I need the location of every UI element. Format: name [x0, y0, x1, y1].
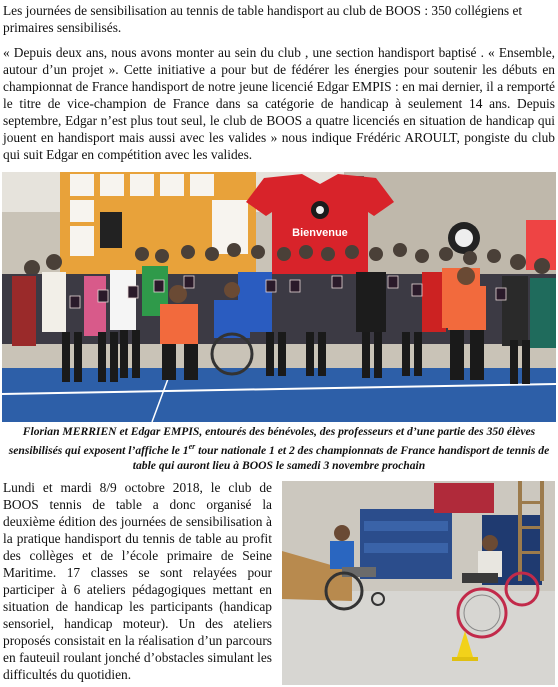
caption-text-end: tour nationale 1 et 2 des championnats de France handisport de tennis de table qui auront lieu à BOOS le samedi 3 novembre prochain — [132, 443, 550, 472]
caption-superscript: er — [188, 442, 196, 451]
shirt-text: Bienvenue — [292, 227, 348, 239]
wheelchair-activity-photo — [282, 481, 555, 685]
article-intro: Les journées de sensibilisation au tennis de table handisport au club de BOOS : 350 collégiens et primaires sensibilisés. — [3, 3, 523, 35]
article-body-paragraph: Lundi et mardi 8/9 octobre 2018, le club de BOOS tennis de table a donc organisé la deuxième édition des journées de sensibilisation à la pratique handisport du tennis de table au profit des collèges et de l’école primaire de Seine Maritime. 17 classes se sont relayées pour participer à 6 ateliers pédagogiques mettant en situation de handicap les participants (handicap sensoriel, handicap moteur). Un des ateliers proposés consistait en la réalisation d’un parcours en fauteuil roulant jonché d’obstacles simulant les difficultés du quotidien. — [3, 480, 272, 682]
caption-text-main: Florian MERRIEN et Edgar EMPIS, entourés des bénévoles, des professeurs et d’une partie des 350 élèves sensibilisés qui exposent l’affiche le 1 — [8, 425, 536, 457]
group-photo — [2, 172, 556, 422]
article-quote-paragraph: « Depuis deux ans, nous avons monter au sein du club , une section handisport baptisé . « Ensemble, autour d’un projet ». Cette initiative a pour but de fédérer les énergies pour soutenir les débuts en championnat de France handisport de notre jeune licencié Edgar EMPIS : en mai dernier, il a remporté le titre de vice-champion de France dans sa catégorie de handicap à seulement 14 ans. Depuis septembre, Edgar n’est plus tout seul, le club de BOOS a quatre licenciés en situation de handicap qui jouent en handisport mais aussi avec les valides » nous indique Frédéric AROULT, pongiste du club qui suit Edgar en compétition avec les valides. — [3, 45, 555, 162]
photo-caption — [6, 424, 552, 473]
